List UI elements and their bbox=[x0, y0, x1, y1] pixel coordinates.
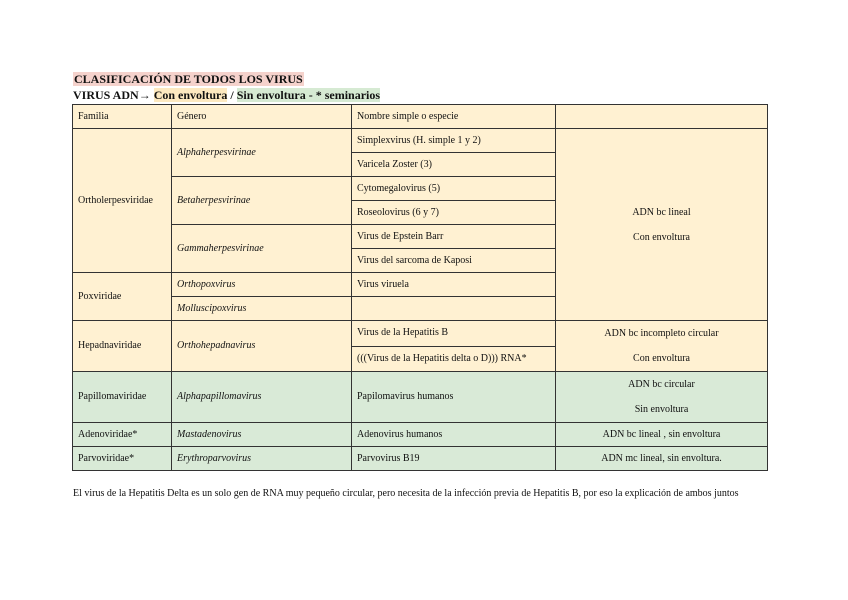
cell-familia-adeno: Adenoviridae* bbox=[73, 423, 172, 447]
desc-hepadna-line1: ADN bc incompleto circular bbox=[604, 328, 719, 339]
cell-genero-orthopoxvirus: Orthopoxvirus bbox=[172, 273, 352, 297]
cell-familia-parvo: Parvoviridae* bbox=[73, 447, 172, 471]
cell-species-viruela: Virus viruela bbox=[352, 273, 556, 297]
cell-genero-parvo: Erythroparvovirus bbox=[172, 447, 352, 471]
cell-species-epstein-barr: Virus de Epstein Barr bbox=[352, 225, 556, 249]
cell-desc-ortho bbox=[556, 129, 768, 321]
cell-species-papilloma: Papilomavirus humanos bbox=[352, 372, 556, 423]
cell-genero-hepadna: Orthohepadnavirus bbox=[172, 321, 352, 372]
desc-papilloma-line1: ADN bc circular bbox=[628, 379, 695, 390]
cell-species-adeno: Adenovirus humanos bbox=[352, 423, 556, 447]
header-nombre: Nombre simple o especie bbox=[352, 105, 556, 129]
cell-species-varicela: Varicela Zoster (3) bbox=[352, 153, 556, 177]
desc-ortho-line2: Con envoltura bbox=[633, 231, 690, 243]
cell-species-roseolovirus: Roseolovirus (6 y 7) bbox=[352, 201, 556, 225]
cell-desc-adeno: ADN bc lineal , sin envoltura bbox=[556, 423, 768, 447]
cell-genero-gamma: Gammaherpesvirinae bbox=[172, 225, 352, 273]
header-genero: Género bbox=[172, 105, 352, 129]
header-extra bbox=[556, 105, 768, 129]
cell-familia-ortho: Ortholerpesviridae bbox=[73, 129, 172, 273]
cell-genero-adeno: Mastadenovirus bbox=[172, 423, 352, 447]
footnote: El virus de la Hepatitis Delta es un solo gen de RNA muy pequeño circular, pero necesita de la infección previa de Hepatitis B, por eso la explicación de ambos juntos bbox=[73, 488, 739, 499]
cell-desc-parvo: ADN mc lineal, sin envoltura. bbox=[556, 447, 768, 471]
cell-genero-beta: Betaherpesvirinae bbox=[172, 177, 352, 225]
cell-species-cytomegalovirus: Cytomegalovirus (5) bbox=[352, 177, 556, 201]
cell-species-parvo: Parvovirus B19 bbox=[352, 447, 556, 471]
subtitle bbox=[73, 88, 380, 102]
cell-desc-papilloma bbox=[556, 372, 768, 423]
cell-genero-molluscipoxvirus: Molluscipoxvirus bbox=[172, 297, 352, 321]
cell-genero-papilloma: Alphapapillomavirus bbox=[172, 372, 352, 423]
desc-hepadna-line2: Con envoltura bbox=[633, 353, 690, 364]
cell-species-kaposi: Virus del sarcoma de Kaposi bbox=[352, 249, 556, 273]
header-familia: Familia bbox=[73, 105, 172, 129]
cell-species-molluscipox bbox=[352, 297, 556, 321]
cell-species-hepatitis-b: Virus de la Hepatitis B bbox=[352, 321, 556, 347]
subtitle-arrow: → bbox=[138, 88, 151, 102]
cell-familia-papilloma: Papillomaviridae bbox=[73, 372, 172, 423]
desc-papilloma-line2: Sin envoltura bbox=[634, 404, 689, 415]
subtitle-sin-envoltura: Sin envoltura bbox=[236, 88, 306, 102]
cell-familia-pox: Poxviridae bbox=[73, 273, 172, 321]
cell-species-hepatitis-d: (((Virus de la Hepatitis delta o D))) RNA* bbox=[352, 346, 556, 372]
page-title: CLASIFICACIÓN DE TODOS LOS VIRUS bbox=[74, 72, 303, 86]
cell-desc-hepadna bbox=[556, 321, 768, 372]
subtitle-con-envoltura: Con envoltura bbox=[153, 88, 228, 102]
virus-table bbox=[72, 104, 768, 471]
subtitle-prefix: VIRUS ADN bbox=[73, 88, 139, 102]
subtitle-suffix: - * seminarios bbox=[305, 88, 381, 102]
cell-familia-hepadna: Hepadnaviridae bbox=[73, 321, 172, 372]
subtitle-separator: / bbox=[227, 88, 237, 102]
cell-genero-alpha: Alphaherpesvirinae bbox=[172, 129, 352, 177]
cell-species-simplexvirus: Simplexvirus (H. simple 1 y 2) bbox=[352, 129, 556, 153]
desc-ortho-line1: ADN bc lineal bbox=[632, 206, 691, 218]
